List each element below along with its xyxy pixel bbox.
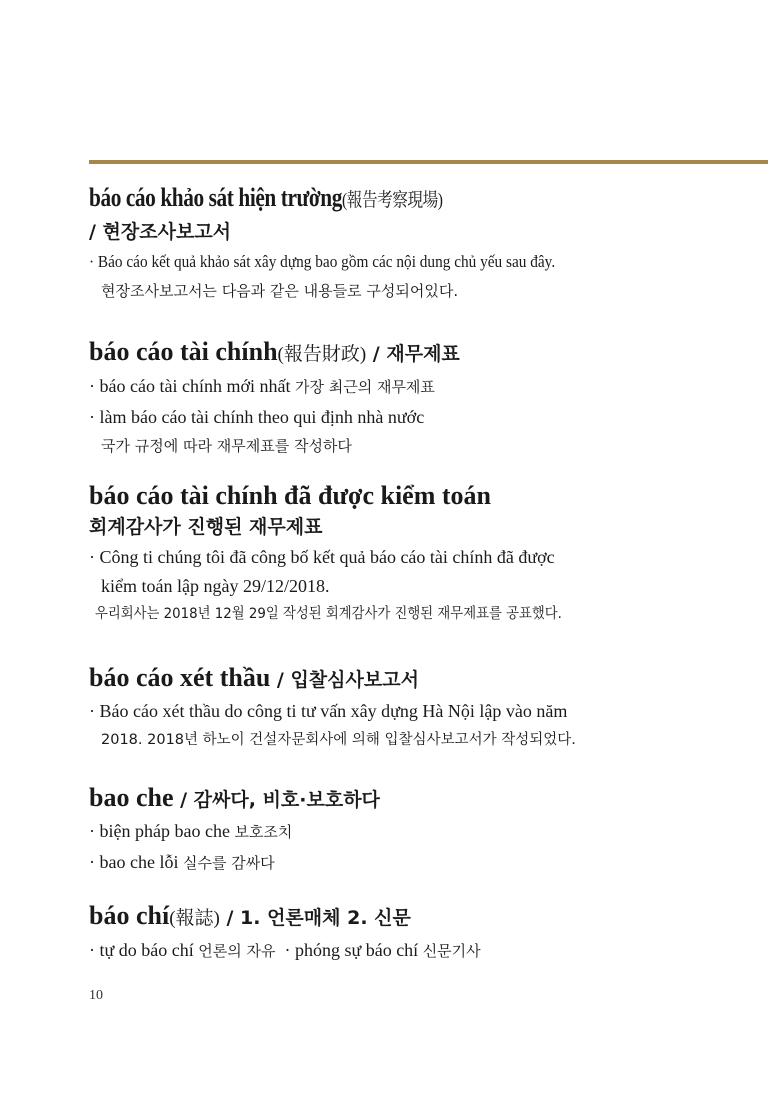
page-number: 10 [89,988,103,1003]
example-vietnamese: · Công ti chúng tôi đã công bố kết quả báo cáo tài chính đã được [89,547,555,567]
example-vietnamese: · Báo cáo kết quả khảo sát xây dựng bao gồm các nội dung chủ yếu sau đây. [89,252,556,271]
example-korean: 우리회사는 2018년 12월 29일 작성된 회계감사가 진행된 재무제표를 공표했다. [95,606,562,622]
headword-korean: / 1. 언론매체 2. 신문 [219,907,411,929]
entry-headword [89,662,759,696]
example-1 [89,816,759,847]
headword-korean: / 재무제표 [366,343,460,365]
headword-term: báo chí [89,901,170,930]
example-vietnamese: · biện pháp bao che [89,821,235,841]
headword-term: báo cáo khảo sát hiện trường [89,183,343,212]
headword-term: báo cáo tài chính đã được kiểm toán [89,481,491,510]
example-korean: 현장조사보고서는 다음과 같은 내용들로 구성되어있다. [101,282,459,300]
example-korean: 실수를 감싸다 [182,854,275,872]
headword-korean: / 입찰심사보고서 [270,669,419,691]
entry-bao-cao-khao-sat-hien-truong [89,182,759,305]
example-korean: 가장 최근의 재무제표 [294,378,435,396]
entry-bao-che [89,782,759,878]
entry-headword [89,900,759,935]
headword-term: báo cáo xét thầu [89,663,271,692]
header-rule [89,160,768,164]
example-korean: 2018. 2018년 하노이 건설자문회사에 의해 입찰심사보고서가 작성되었다. [101,732,576,748]
headword-hanja: (報告財政) [277,344,367,365]
headword-term: bao che [89,783,174,812]
example-2 [89,847,759,878]
example-vietnamese-continued: kiểm toán lập ngày 29/12/2018. [101,576,330,596]
example-vietnamese: · bao che lỗi [89,852,183,872]
entry-headword [89,782,759,816]
headword-term: báo cáo tài chính [89,337,278,366]
headword-korean: 회계감사가 진행된 재무제표 [89,516,323,538]
headword-korean: / 감싸다, 비호·보호하다 [173,789,380,811]
example-1 [89,935,759,966]
example-2-vietnamese: · làm báo cáo tài chính theo qui định nhà nước [89,407,425,427]
entry-bao-chi [89,900,759,966]
headword-korean: / 현장조사보고서 [89,221,232,243]
headword-hanja: (報誌) [169,908,220,929]
example-2-korean: 신문기사 [422,942,481,960]
entry-headword [89,182,759,217]
entry-headword [89,336,759,371]
example-2-vietnamese: · phóng sự báo chí [275,940,423,960]
example-vietnamese: · báo cáo tài chính mới nhất [89,376,295,396]
example-korean: 보호조치 [234,823,293,841]
entry-bao-cao-tai-chinh [89,336,759,460]
example-korean: 언론의 자유 [198,942,276,960]
entry-bao-cao-xet-thau [89,662,759,754]
example-1 [89,371,759,402]
entry-bao-cao-tai-chinh-da-duoc-kiem-toan [89,480,759,628]
example-vietnamese: · tự do báo chí [89,940,199,960]
example-2-korean: 국가 규정에 따라 재무제표를 작성하다 [101,437,352,455]
example-vietnamese: · Báo cáo xét thầu do công ti tư vấn xây dựng Hà Nội lập vào năm [89,701,568,721]
headword-hanja: (報告考察現場) [342,190,443,211]
